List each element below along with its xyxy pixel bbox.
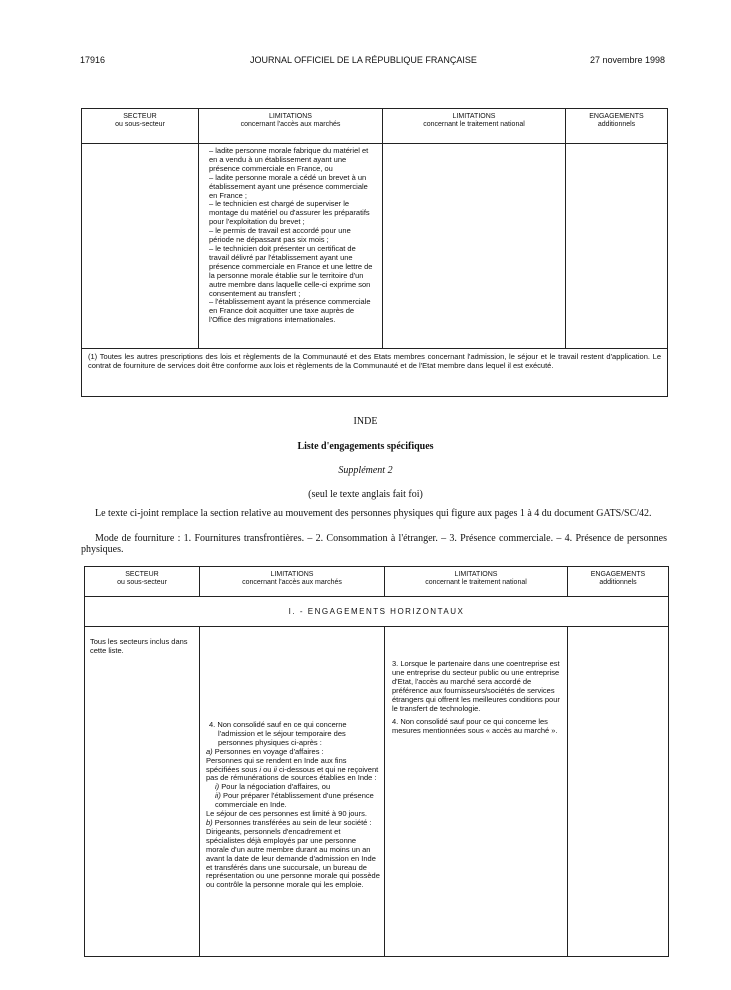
sector-cell: Tous les secteurs inclus dans cette liste. [85, 627, 200, 957]
intra-corporate-heading: b) Personnes transférées au sein de leur société : [206, 817, 372, 827]
footnote: (1) Toutes les autres prescriptions des lois et règlements de la Communauté et des Etats membres concernant l'admission, le séjour et le travail restent d'application. Le contrat de fourniture de services doit être conforme aux lois et règlements de la Communauté et de l'Etat membre dans lequel il est exécuté. [82, 349, 668, 397]
market-access-cell: – ladite personne morale fabrique du matériel et en a vendu à un établissement ayant une présence commerciale en France, ou – ladite personne morale a cédé un brevet à un établissement ayant une présence commerciale en France ; – le technicien est chargé de superviser le montage du matériel ou d'assurer les préparatifs pour l'exploitation du brevet ; – le permis de travail est accordé pour une période ne dépassant pas six mois ; – le technicien doit présenter un certificat de travail délivré par l'établissement ayant une présence commerciale en France et une lettre de la personne morale établie sur le territoire d'un autre membre dans laquelle celle-ci exprime son consentement au transfert ; – l'établissement ayant la présence commerciale en France doit acquitter une taxe auprès de l'Office des migrations internationales. [199, 144, 383, 349]
journal-title: JOURNAL OFFICIEL DE LA RÉPUBLIQUE FRANÇAISE [250, 55, 477, 65]
commitments-table-france [81, 108, 668, 397]
footnote-row [82, 349, 668, 397]
intro-paragraph: Le texte ci-joint remplace la section relative au mouvement des personnes physiques qui figure aux pages 1 à 4 du document GATS/SC/42. [95, 508, 652, 519]
column-header-market-access: LIMITATIONS concernant l'accès aux marchés [199, 109, 383, 144]
mode-of-supply-paragraph: Mode de fourniture : 1. Fournitures transfrontières. – 2. Consommation à l'étranger. – 3. Présence commerciale. – 4. Présence de personnes physiques. [81, 533, 667, 555]
list-title: Liste d'engagements spécifiques [297, 441, 434, 452]
additional-cell [566, 144, 668, 349]
sector-cell [82, 144, 199, 349]
business-visitors-heading: a) Personnes en voyage d'affaires : [206, 746, 324, 756]
national-treatment-cell [383, 144, 566, 349]
column-header-sector: SECTEUR ou sous-secteur [85, 567, 200, 597]
horizontal-commitments-heading: I. - ENGAGEMENTS HORIZONTAUX [85, 597, 669, 627]
column-header-national-treatment: LIMITATIONS concernant le traitement national [383, 109, 566, 144]
page-number: 17916 [80, 55, 106, 65]
commitments-table-india [84, 566, 669, 957]
table-header-row [82, 109, 668, 144]
column-header-additional: ENGAGEMENTS additionnels [566, 109, 668, 144]
table-row [85, 627, 669, 957]
national-treatment-cell: 3. Lorsque le partenaire dans une coentreprise est une entreprise du secteur public ou une entreprise d'Etat, l'accès au marché sera accordé de préférence aux fournisseurs/sociétés de services étrangers qui offrent les meilleures conditions pour le transfert de technologie. 4. Non consolidé sauf pour ce qui concerne les mesures mentionnées sous « accès au marché ». [385, 627, 568, 957]
column-header-national-treatment: LIMITATIONS concernant le traitement national [385, 567, 568, 597]
business-visitors-description: Personnes qui se rendent en Inde aux fins spécifiées sous i ou ii ci-dessous et qui ne reçoivent pas de rémunérations de sources établies en Inde : [206, 755, 379, 783]
stay-limit: Le séjour de ces personnes est limité à 90 jours. [206, 809, 367, 819]
horizontal-commitments-row [85, 597, 669, 627]
table-header-row [85, 567, 669, 597]
establishment-item: ii) Pour préparer l'établissement d'une présence commerciale en Inde. [215, 791, 374, 810]
column-header-market-access: LIMITATIONS concernant l'accès aux marchés [200, 567, 385, 597]
intra-corporate-description: Dirigeants, personnels d'encadrement et spécialistes déjà employés par une personne morale d'un autre membre durant au moins un an avant la date de leur demande d'admission en Inde et transférés dans une succursale, un bureau de représentation ou une personne morale qui possède ou contrôle la personne morale qui les emploie. [206, 826, 380, 890]
negotiation-item: i) Pour la négociation d'affaires, ou [215, 782, 331, 792]
supplement-label: Supplément 2 [338, 465, 393, 476]
authentic-text-note: (seul le texte anglais fait foi) [308, 489, 423, 500]
additional-cell [568, 627, 669, 957]
market-access-cell: 4. Non consolidé sauf en ce qui concerne l'admission et le séjour temporaire des personnes physiques ci-après : a) Personnes en voyage d'affaires : Personnes qui se rendent en Inde aux fins spécifiées sous i ou ii ci-dessous et qui ne reçoivent pas de rémunérations de sources établies en Inde : i) Pour la négociation d'affaires, ou ii) Pour préparer l'établissement d'une présence commerciale en Inde. Le séjour de ces personnes est limité à 90 jours. b) Personnes transférées au sein de leur société : Dirigeants, personnels d'encadrement et spécialistes déjà employés par une personne morale d'un autre membre durant au moins un an avant la date de leur demande d'admission en Inde et transférés dans une succursale, un bureau de représentation ou une personne morale qui possède ou contrôle la personne morale qui les emploie. [200, 627, 385, 957]
page-date: 27 novembre 1998 [590, 55, 666, 65]
table-row [82, 144, 668, 349]
country-heading: INDE [353, 416, 378, 427]
column-header-additional: ENGAGEMENTS additionnels [568, 567, 669, 597]
column-header-sector: SECTEUR ou sous-secteur [82, 109, 199, 144]
